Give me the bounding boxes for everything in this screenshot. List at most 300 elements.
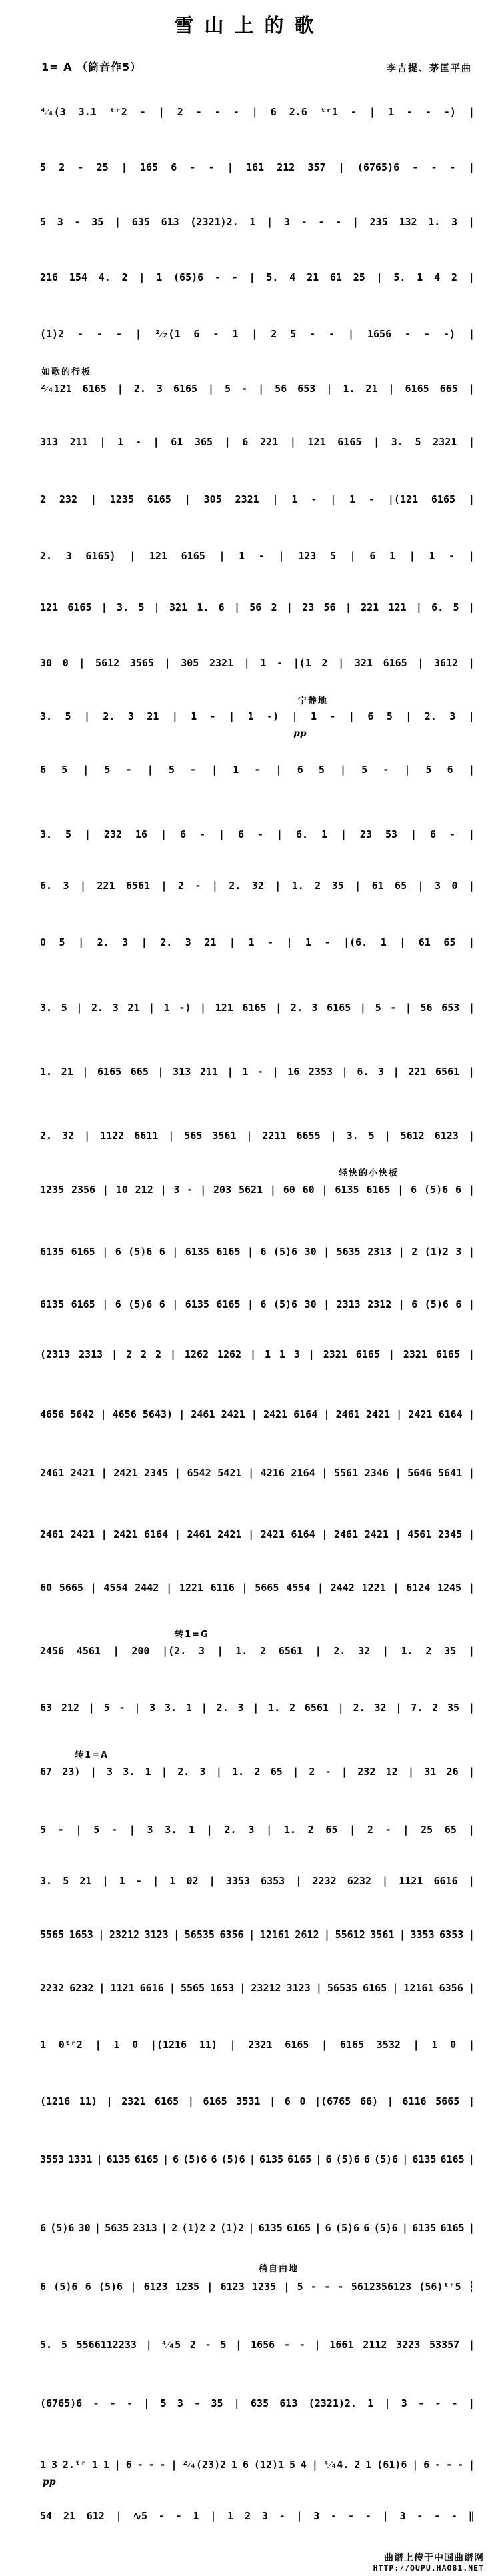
note-group: 3 [311, 1002, 318, 1014]
barline: | [149, 1002, 155, 1014]
note-group: 1653 [210, 1982, 235, 1994]
barline: | [417, 880, 424, 892]
note-group: 3 [451, 216, 458, 228]
note-group: - [119, 1702, 125, 1714]
note-group: 6 [363, 2222, 370, 2234]
note-group: 5 [103, 1702, 110, 1714]
barline: | [348, 328, 355, 340]
note-group: (2313 [40, 1348, 71, 1360]
note-group: - [195, 880, 201, 892]
note-group: 4. [98, 271, 111, 283]
barline: | [317, 1582, 323, 1594]
barline: | [158, 106, 165, 118]
barline: | [468, 828, 475, 840]
barline: | [308, 1348, 315, 1360]
note-group: (56)ᵗʳ5 [419, 2281, 461, 2293]
note-group: 3612 [434, 657, 459, 669]
note-group: 23212 [109, 1928, 140, 1941]
barline: | [171, 710, 178, 722]
barline: | [326, 383, 333, 395]
note-group: 3 [127, 710, 134, 722]
barline: | [337, 1702, 344, 1714]
note-group: 612 [86, 2510, 105, 2522]
note-group: 6232 [347, 1875, 371, 1887]
barline: | [355, 880, 361, 892]
note-group: 6165 [327, 1002, 351, 1014]
barline: | [98, 1928, 105, 1941]
note-group: 5 [40, 161, 47, 173]
note-group: 12161 [403, 1982, 434, 1994]
note-group: 1. [235, 1645, 248, 1657]
barline: | [135, 328, 141, 340]
barline: | [251, 328, 258, 340]
barline: | [246, 1130, 253, 1142]
note-group: - [187, 1184, 193, 1196]
note-group: 3553 [40, 2153, 65, 2165]
score-line [40, 1000, 475, 1015]
note-group: 6165) [85, 550, 116, 562]
note-group: 61 [329, 271, 342, 283]
note-group: 63 [40, 1702, 53, 1714]
note-group: 5421 [217, 1467, 242, 1479]
barline: | [468, 216, 475, 228]
note-group: (5)6 [373, 2222, 398, 2234]
note-group: - [233, 106, 239, 118]
note-group: (2321)2. [308, 2397, 357, 2409]
note-group: 3 [455, 1246, 462, 1258]
note-group: - [257, 1066, 263, 1078]
note-group: 2232 [40, 1982, 65, 1994]
note-group: 5 [61, 1002, 67, 1014]
note-group: 2. [333, 1645, 346, 1657]
note-group: 1 [185, 1702, 192, 1714]
note-group: (65)6 [173, 271, 204, 283]
barline: | [117, 383, 123, 395]
watermark-site-name: 曲谱上传于中国曲谱网 [384, 2553, 484, 2563]
watermark-site-url: HTTP://QUPU.HAO81.NET [373, 2563, 484, 2573]
note-group: - [451, 2510, 457, 2522]
score-line [40, 1244, 475, 1259]
note-group: 6165 [363, 1982, 387, 1994]
note-group: - [412, 161, 419, 173]
note-group: 5642 [70, 1408, 95, 1420]
barline: | [169, 1982, 175, 1994]
note-group: 121 [40, 601, 59, 613]
note-group: 1235 [175, 2281, 200, 2293]
barline: | [78, 936, 85, 948]
barline: | [276, 828, 283, 840]
note-group: 5 [104, 764, 111, 776]
note-group: 4216 [260, 1467, 285, 1479]
barline: | [211, 880, 218, 892]
barline: | [115, 2510, 122, 2522]
note-group: 3 [313, 2510, 320, 2522]
note-group: 5 [425, 764, 432, 776]
note-group: 121 [307, 436, 326, 448]
barline: | [113, 1645, 119, 1657]
note-group: 6165 [287, 2222, 311, 2234]
note-group: 221 [408, 1066, 427, 1078]
note-group: 305 [181, 657, 199, 669]
note-group: 6165 [440, 2222, 465, 2234]
note-group: 3 [149, 1702, 156, 1714]
barline: | [340, 828, 347, 840]
note-group: 6135 [412, 2153, 437, 2165]
note-group: 2421 [364, 1528, 389, 1540]
note-group: 3. [346, 1130, 359, 1142]
note-group: |(1 [293, 657, 311, 669]
note-group: 2421 [263, 1408, 288, 1420]
note-group: 67 [40, 1766, 53, 1778]
score-line [40, 2457, 475, 2487]
barline: | [241, 1582, 248, 1594]
barline: | [349, 550, 356, 562]
note-group: 4 [289, 271, 296, 283]
note-group: 6165 [337, 436, 362, 448]
barline: | [207, 2281, 213, 2293]
barline: | [145, 2339, 152, 2351]
note-group: 3561 [370, 1928, 395, 1941]
note-group: 0 [40, 936, 47, 948]
note-group: 65 [395, 880, 407, 892]
note-group: 0 [132, 2039, 139, 2051]
barline: | [100, 1408, 107, 1420]
note-group: (5)6 [50, 2222, 75, 2234]
composers: 李吉提、茅匡平曲 [387, 63, 472, 74]
note-group: 2 [432, 1702, 439, 1714]
barline: | [468, 328, 475, 340]
barline: | [217, 1645, 223, 1657]
note-group: 5 [220, 2339, 227, 2351]
note-group: 5635 [336, 1246, 361, 1258]
barline: | [102, 1184, 109, 1196]
score-line [40, 2396, 475, 2411]
note-group: 2421 [365, 1408, 391, 1420]
note-group: 216 [40, 271, 59, 283]
note-group: - [425, 106, 431, 118]
barline: | [402, 2153, 409, 2165]
barline: | [382, 1875, 389, 1887]
note-group: 221 [260, 436, 279, 448]
note-group: 1 [279, 1348, 285, 1360]
note-group: 2356 [71, 1184, 96, 1196]
note-group: 6 [159, 1298, 165, 1310]
barline: | [153, 1875, 159, 1887]
note-group: 3 [434, 880, 441, 892]
barline: | [321, 2039, 328, 2051]
note-group: 5 [329, 550, 336, 562]
note-group: - [74, 216, 81, 228]
note-group: 0 [450, 2039, 457, 2051]
note-group: 2 [309, 1766, 315, 1778]
score-line [40, 600, 475, 615]
barline: | [275, 1002, 282, 1014]
note-group: 2321 [433, 436, 457, 448]
barline: | [382, 2510, 389, 2522]
note-group: 2211 [262, 1130, 287, 1142]
note-group: - [97, 328, 103, 340]
note-group: 1 [163, 1002, 170, 1014]
note-group: 2. [290, 1002, 303, 1014]
score-line [40, 367, 475, 396]
note-group: 232 [59, 493, 77, 505]
barline: | [348, 710, 355, 722]
note-group: 6165 [134, 2153, 159, 2165]
note-group: - [258, 550, 265, 562]
note-group: 200 [131, 1645, 150, 1657]
note-group: ²⁄₂(1 [154, 328, 181, 340]
note-group: 65 [443, 936, 456, 948]
note-group: 1 [365, 2459, 372, 2471]
dynamic-marking: pp [293, 728, 307, 739]
note-group: -) [179, 1002, 191, 1014]
barline: | [468, 1467, 475, 1479]
note-group: 1656 [251, 2339, 275, 2351]
barline: | [468, 2222, 475, 2234]
barline: | [96, 2153, 103, 2165]
barline: | [184, 493, 191, 505]
note-group: 2232 [312, 1875, 337, 1887]
note-group: ⁴⁄₄5 [161, 2339, 181, 2351]
note-group: -) [267, 710, 279, 722]
score-line [40, 656, 475, 670]
note-group: 6123 [143, 2281, 168, 2293]
note-group: - [324, 2281, 331, 2293]
score-line [40, 1822, 475, 1837]
barline: | [359, 1002, 366, 1014]
barline: | [286, 936, 293, 948]
note-group: 2. [103, 710, 115, 722]
note-group: 2313 [79, 1348, 103, 1360]
note-group: 2 [425, 1645, 432, 1657]
note-group: 25 [353, 271, 365, 283]
note-group: 3. [40, 1875, 53, 1887]
note-group: - [199, 828, 206, 840]
note-group: - [390, 1002, 397, 1014]
note-group: - [449, 550, 455, 562]
note-group: 2164 [291, 1467, 315, 1479]
note-group: (5)6 [53, 2281, 78, 2293]
note-group: 212 [135, 1184, 153, 1196]
note-group: 6356 [439, 1982, 463, 1994]
barline: | [468, 1928, 475, 1941]
note-group: 6 [40, 2222, 47, 2234]
score-line [40, 1407, 475, 1422]
note-group: 5 [297, 2281, 303, 2293]
note-group: - [446, 2459, 453, 2471]
note-group: -) [443, 106, 456, 118]
barline: | [392, 1982, 399, 1994]
note-group: 12161 [259, 1928, 290, 1941]
barline: | [404, 764, 411, 776]
barline: | [393, 1582, 399, 1594]
note-group: 6. [295, 828, 308, 840]
note-group: 6 [423, 2459, 430, 2471]
note-group: - [135, 1875, 142, 1887]
note-group: 21 [147, 710, 159, 722]
note-group: 1235 [109, 493, 134, 505]
note-group: - [283, 2339, 290, 2351]
note-group: (1)2 [181, 2222, 206, 2234]
barline: | [76, 1002, 83, 1014]
barline: | [468, 2095, 475, 2107]
note-group: 5665 [59, 1582, 83, 1594]
note-group: 5 [415, 436, 421, 448]
score-line [40, 1630, 475, 1658]
barline: | [172, 1298, 179, 1310]
note-group: 1121 [110, 1982, 135, 1994]
note-group: 2 [189, 2339, 196, 2351]
note-group: (5)6 [183, 2153, 207, 2165]
score-line [40, 1927, 475, 1942]
note-group: 1121 [399, 1875, 423, 1887]
note-group: 2321 [323, 1348, 347, 1360]
barline: | [468, 1582, 475, 1594]
note-group: 3. [40, 828, 53, 840]
note-group: - [277, 657, 283, 669]
note-group: - [127, 2397, 133, 2409]
note-group: - [457, 2459, 464, 2471]
note-group: 2345 [144, 1467, 169, 1479]
note-group: 6165 [203, 2095, 227, 2107]
barline: | [395, 1467, 401, 1479]
note-group: 1 [239, 550, 245, 562]
note-group: 2 [177, 880, 184, 892]
note-group: - [189, 764, 197, 776]
barline: | [468, 2397, 475, 2409]
score-line [40, 1064, 475, 1079]
note-group: 2313 [367, 1246, 392, 1258]
note-group: 2 [141, 1348, 147, 1360]
note-group: 3 [156, 383, 163, 395]
note-group: 1. [232, 1766, 245, 1778]
note-group: 1331 [68, 2153, 93, 2165]
note-group: 321 [169, 601, 188, 613]
note-group: 5 [168, 764, 175, 776]
note-group: 2421 [113, 1467, 138, 1479]
note-group: 1 [227, 2510, 234, 2522]
note-group: |(6765 [315, 2095, 351, 2107]
note-group: 2321 [121, 2095, 146, 2107]
note-group: 1. [343, 383, 355, 395]
barline: | [129, 1824, 135, 1836]
note-group: 3. [123, 1766, 135, 1778]
note-group: 1122 [100, 1130, 125, 1142]
note-group: 2461 [40, 1467, 65, 1479]
score-line [40, 160, 475, 175]
note-group: 6 [270, 106, 277, 118]
note-group: - [93, 2397, 99, 2409]
note-group: 6542 [187, 1467, 211, 1479]
note-group: 2 [451, 271, 457, 283]
note-group: 6 [115, 1298, 121, 1310]
note-group: 653 [441, 1002, 460, 1014]
barline: | [345, 601, 351, 613]
note-group: 2. [224, 1824, 237, 1836]
note-group: 1 [431, 2039, 438, 2051]
note-group: 2 [121, 271, 128, 283]
page-title: 雪山上的歌 [174, 14, 325, 37]
note-group: 3223 [396, 2339, 421, 2351]
note-group: 53 [385, 828, 397, 840]
barline: | [83, 710, 90, 722]
note-group: - [424, 328, 431, 340]
note-group: 5 [40, 216, 47, 228]
note-group: 4554 [286, 1582, 311, 1594]
barline: | [387, 2095, 393, 2107]
note-group: - [137, 2459, 143, 2471]
note-group: - [301, 216, 307, 228]
score-line [40, 1297, 475, 1312]
note-group: 56 [249, 601, 262, 613]
barline: | [209, 1875, 215, 1887]
note-group: 0ᵗʳ2 [58, 2039, 83, 2051]
barline: | [200, 1002, 207, 1014]
barline: | [179, 1408, 185, 1420]
note-group: 6135 [106, 2153, 131, 2165]
note-group: 32 [62, 1130, 75, 1142]
note-group: 5665 [255, 1582, 279, 1594]
barline: | [413, 2039, 419, 2051]
barline: | [206, 1824, 213, 1836]
note-group: - [365, 2510, 371, 2522]
note-group: 3 [198, 1645, 205, 1657]
note-group: 3 [185, 936, 191, 948]
score-line [40, 327, 475, 341]
note-group: - [208, 161, 215, 173]
note-group: ∿5 [133, 2510, 148, 2522]
note-group: 6 [40, 764, 47, 776]
note-group: (5)6 [128, 1298, 153, 1310]
note-group: 3. [165, 1824, 177, 1836]
note-group: 6165 [366, 1184, 391, 1196]
note-group: - [77, 161, 84, 173]
note-group: 6 [297, 764, 303, 776]
barline: | [224, 436, 231, 448]
note-group: 1221 [179, 1582, 203, 1594]
barline: | [79, 880, 86, 892]
note-group: 221 [97, 880, 115, 892]
note-group: 2 [289, 1702, 296, 1714]
note-group: 02 [186, 1875, 199, 1887]
note-group: 6165 [435, 1348, 460, 1360]
barline: | [468, 1645, 475, 1657]
note-group: 56535 [184, 1928, 215, 1941]
barline: | [405, 1002, 411, 1014]
note-group: - [77, 328, 84, 340]
note-group: 5635 [105, 2222, 129, 2234]
barline: | [248, 1467, 255, 1479]
note-group: 161 [245, 161, 265, 173]
note-group: - [135, 436, 141, 448]
barline: | [293, 1766, 299, 1778]
score-line [40, 1750, 475, 1779]
note-group: 6 [455, 1298, 462, 1310]
note-group: 2112 [363, 2339, 387, 2351]
barline: | [157, 1066, 164, 1078]
note-group: 6135 [40, 1246, 65, 1258]
note-group: 3 [106, 1766, 113, 1778]
note-group: - [368, 493, 375, 505]
note-group: 3 [261, 2510, 268, 2522]
note-group: 2612 [295, 1928, 319, 1941]
note-group: 21 [204, 936, 217, 948]
barline: | [468, 550, 475, 562]
note-group: - [451, 2397, 458, 2409]
note-group: 2. [229, 880, 241, 892]
note-group: 5641 [438, 1467, 463, 1479]
note-group: 6135 [185, 1298, 209, 1310]
